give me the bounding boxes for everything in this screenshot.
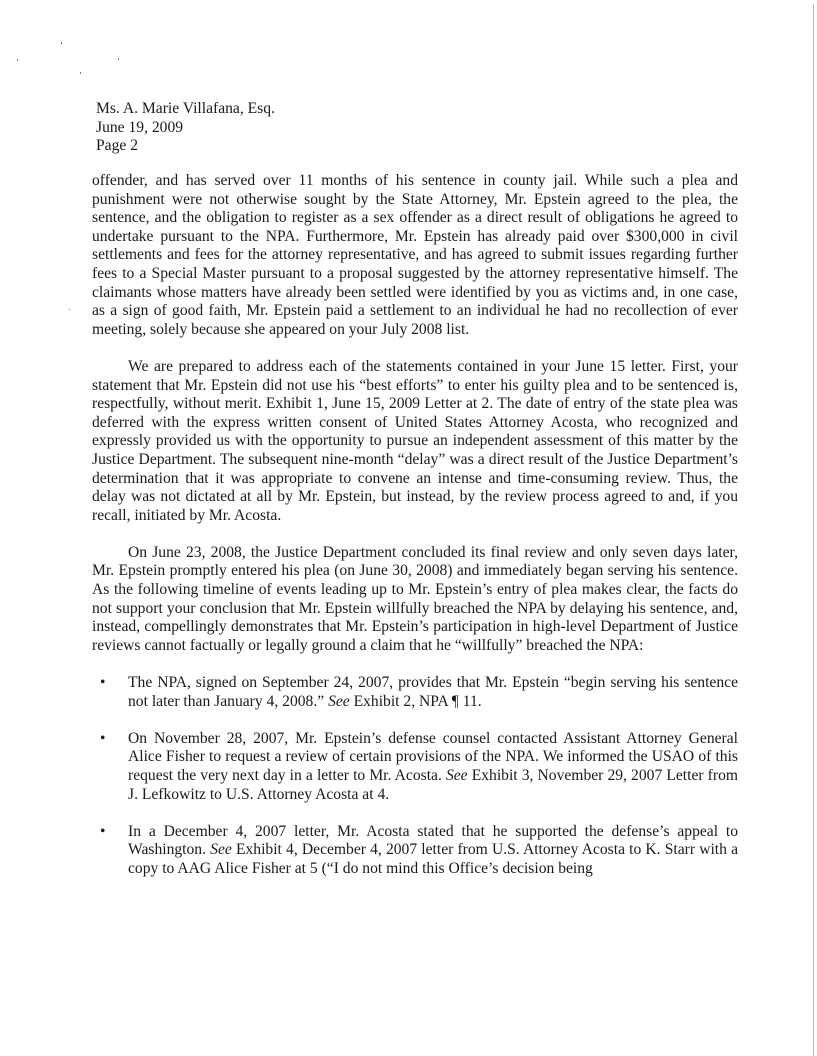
citation-text: Exhibit 3, November 29, 2007 Letter from J. Lefkowitz to U.S. Attorney Acosta at 4. xyxy=(128,767,738,803)
scan-speck xyxy=(17,59,18,61)
bullet-icon: • xyxy=(100,729,106,747)
citation-signal: See xyxy=(210,841,232,859)
letter-body xyxy=(92,172,738,897)
timeline-text: The NPA, signed on September 24, 2007, provides that Mr. Epstein “begin serving his sentence not later than January 4, 2008.” xyxy=(128,674,738,710)
timeline-text: In a December 4, 2007 letter, Mr. Acosta stated that he supported the defense’s appeal to Washington. xyxy=(128,822,738,859)
paragraph-best-efforts: We are prepared to address each of the statements contained in your June 15 letter. First, your statement that Mr. Epstein did not use his “best efforts” to enter his guilty plea and to be sentenced is, respectfully, without merit. Exhibit 1, June 15, 2009 Letter at 2. The date of entry of the state plea was deferred with the express written consent of United States Attorney Acosta, who recognized and expressly provided us with the opportunity to pursue an independent assessment of this matter by the Justice Department. The subsequent nine-month “delay” was a direct result of the Justice Department’s determination that it was appropriate to convene an intense and time-consuming review. Thus, the delay was not dictated at all by Mr. Epstein, but instead, by the review process agreed to and, if you recall, initiated by Mr. Acosta. xyxy=(92,357,738,524)
letter-header xyxy=(96,100,275,156)
scan-edge-line xyxy=(813,4,814,1056)
citation-signal: See xyxy=(445,767,468,784)
citation-text: Exhibit 4, December 4, 2007 letter from U.S. Attorney Acosta to K. Starr with a copy to AAG Alice Fisher at 5 (“I do not mind this Office’s decision being xyxy=(128,841,739,877)
scan-speck xyxy=(118,58,119,60)
timeline-item xyxy=(92,823,738,879)
timeline-item xyxy=(92,730,738,804)
citation-signal: See xyxy=(328,692,350,710)
bullet-icon: • xyxy=(100,822,106,840)
page-number: Page 2 xyxy=(96,137,139,154)
scan-speck xyxy=(69,309,70,310)
paragraph-timeline-intro: On June 23, 2008, the Justice Department concluded its final review and only seven days later, Mr. Epstein promptly entered his plea (on June 30, 2008) and immediately began serving his sentence. As the following timeline of events leading up to Mr. Epstein’s entry of plea makes clear, the facts do not support your conclusion that Mr. Epstein willfully breached the NPA by delaying his sentence, and, instead, compellingly demonstrates that Mr. Epstein’s participation in high-level Department of Justice reviews cannot factually or legally ground a claim that he “willfully” breached the NPA: xyxy=(92,543,738,654)
letter-date: June 19, 2009 xyxy=(96,118,184,136)
bullet-icon: • xyxy=(100,674,106,692)
recipient-name: Ms. A. Marie Villafana, Esq. xyxy=(96,100,275,117)
paragraph-continuation: offender, and has served over 11 months of his sentence in county jail. While such a plea and punishment were not otherwise sought by the State Attorney, Mr. Epstein agreed to the plea, the sentence, and the obligation to register as a sex offender as a direct result of obligations he agreed to undertake pursuant to the NPA. Furthermore, Mr. Epstein has already paid over $300,000 in civil settlements and fees for the attorney representative, and has agreed to submit issues regarding further fees to a Special Master pursuant to a proposal suggested by the attorney representative himself. The claimants whose matters have already been settled were identified by you as victims and, in one case, as a sign of good faith, Mr. Epstein paid a settlement to an individual he had no recollection of ever meeting, solely because she appeared on your July 2008 list. xyxy=(92,172,738,338)
citation-text: Exhibit 2, NPA ¶ 11. xyxy=(349,692,482,710)
scan-speck xyxy=(80,72,81,74)
timeline-item xyxy=(92,674,738,711)
timeline-list xyxy=(92,674,738,879)
timeline-text: On November 28, 2007, Mr. Epstein’s defense counsel contacted Assistant Attorney General Alice Fisher to request a review of certain provisions of the NPA. We informed the USAO of this request the very next day in a letter to Mr. Acosta. xyxy=(128,729,738,784)
scan-speck xyxy=(61,42,62,44)
